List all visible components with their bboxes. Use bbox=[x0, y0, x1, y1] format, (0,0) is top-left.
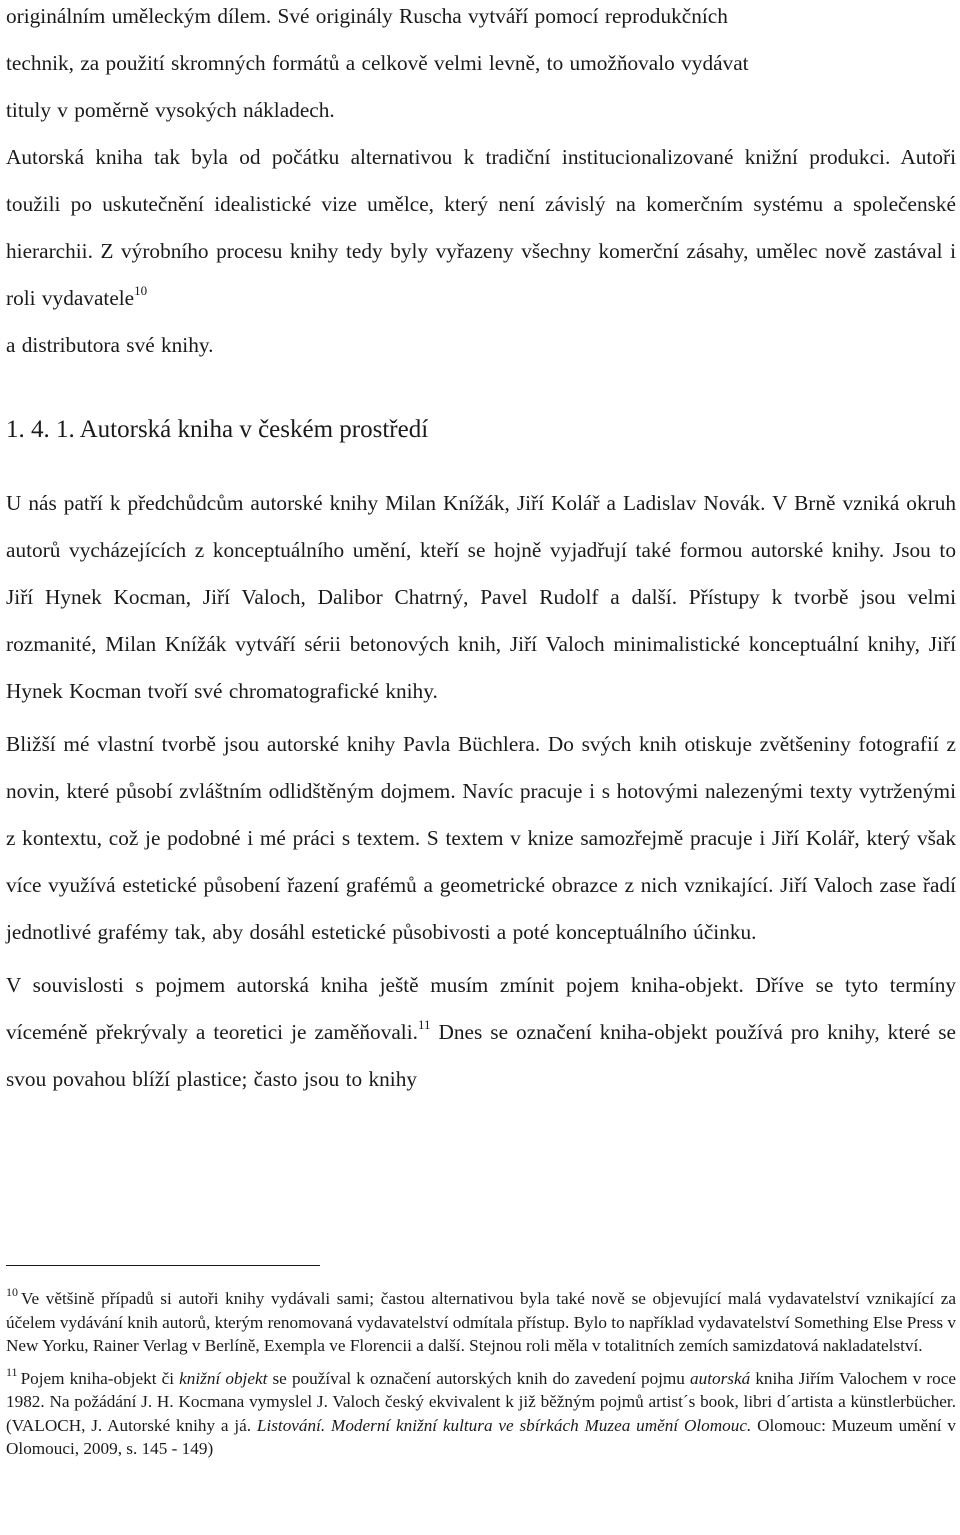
footnotes bbox=[6, 1287, 956, 1461]
footnote-10-text: Ve většině případů si autoři knihy vydávali sami; častou alternativou byla také nově se objevující malá vydavatelství vznikající za účelem vydávání knih autorů, kterým renomovaná vydavatelství odmítala přístup. Bylo to například vydavatelství Something Else Press v New Yorku, Rainer Verlag v Berlíně, Exempla ve Florencii a další. Stejnou roli měla v totalitních zemích samizdatová nakladatelství. bbox=[6, 1289, 956, 1355]
footnote-ref-11[interactable]: 11 bbox=[417, 1017, 431, 1032]
para2-text-a: Autorská kniha tak byla od počátku alternativou k tradiční institucionalizované knižní produkci. Autoři toužili po uskutečnění idealistické vize umělce, který není závislý na komerčním systému a společenské hierarchii. Z výrobního procesu knihy tedy byly vyřazeny všechny komerční zásahy, umělec nově zastával i roli vydavatele bbox=[6, 145, 956, 310]
para1-line-3: tituly v poměrně vysokých nákladech. bbox=[6, 98, 335, 122]
footnote-11 bbox=[6, 1364, 956, 1461]
footnote-number-10: 10 bbox=[6, 1285, 18, 1299]
para5-text-a: V souvislosti s pojmem autorská kniha ještě musím zmínit pojem kniha-objekt. Dříve se tyto termíny víceméně překrývaly a teoretici je zaměňovali. bbox=[6, 973, 956, 1044]
para5-text-b: Dnes se označení kniha-objekt používá pro knihy, které se svou povahou blíží plastice; často jsou to knihy bbox=[6, 1020, 956, 1091]
footnote-11-italic-1: knižní objekt bbox=[179, 1368, 268, 1388]
footnote-11-text-1: Pojem kniha-objekt či bbox=[20, 1368, 180, 1388]
footnote-number-11: 11 bbox=[6, 1364, 18, 1379]
footnote-ref-10[interactable]: 10 bbox=[134, 283, 148, 298]
paragraph-buchler: Bližší mé vlastní tvorbě jsou autorské knihy Pavla Büchlera. Do svých knih otiskuje zvětšeniny fotografií z novin, které působí zvláštním odlidštěným dojmem. Navíc pracuje i s hotovými nalezenými texty vytrženými z kontextu, což je podobné i mé práci s textem. S textem v knize samozřejmě pracuje i Jiří Kolář, který však více využívá estetické působení řazení grafémů a geometrické obrazce z nich vznikající. Jiří Valoch zase řadí jednotlivé grafémy tak, aby dosáhl estetické působivosti a poté konceptuálního účinku. bbox=[6, 732, 956, 944]
document-page bbox=[6, 0, 956, 1103]
section-heading: 1. 4. 1. Autorská kniha v českém prostředí bbox=[6, 416, 429, 443]
paragraph-continued bbox=[6, 0, 956, 134]
footnote-11-text-3: kniha Jiřím Valochem v roce 1982. Na požádání J. H. Kocmana vymyslel J. Valoch český ekvivalent k již běžným pojmů artist´s book, libri d´artista a künstlerbücher. (VALOCH, J. Autorské knihy a já. bbox=[6, 1368, 956, 1435]
paragraph-author-book-alternative bbox=[6, 134, 956, 369]
footnote-11-text-2: se používal k označení autorských knih do zavedení pojmu bbox=[267, 1368, 691, 1388]
footnote-separator bbox=[6, 1265, 320, 1266]
paragraph-czech-predecessors: U nás patří k předchůdcům autorské knihy Milan Knížák, Jiří Kolář a Ladislav Novák. V Brně vzniká okruh autorů vycházejících z konceptuálního umění, kteří se hojně vyjadřují také formou autorské knihy. Jsou to Jiří Hynek Kocman, Jiří Valoch, Dalibor Chatrný, Pavel Rudolf a další. Přístupy k tvorbě jsou velmi rozmanité, Milan Knížák vytváří sérii betonových knih, Jiří Valoch minimalistické konceptuální knihy, Jiří Hynek Kocman tvoří své chromatografické knihy. bbox=[6, 491, 956, 703]
para2-text-b: a distributora své knihy. bbox=[6, 333, 214, 357]
paragraph-book-object bbox=[6, 962, 956, 1103]
para1-line-2: technik, za použití skromných formátů a celkově velmi levně, to umožňovalo vydávat bbox=[6, 51, 749, 75]
footnote-10 bbox=[6, 1287, 956, 1358]
footnote-11-italic-2: autorská bbox=[690, 1368, 751, 1388]
footnote-11-italic-3: Listování. Moderní knižní kultura ve sbírkách Muzea umění Olomouc. bbox=[256, 1415, 752, 1435]
footnote-11-text-4: Olomouc: Muzeum umění v Olomouci, 2009, s. 145 - 149) bbox=[6, 1415, 956, 1458]
para1-line-1: originálním uměleckým dílem. Své originály Ruscha vytváří pomocí reprodukčních bbox=[6, 4, 728, 28]
